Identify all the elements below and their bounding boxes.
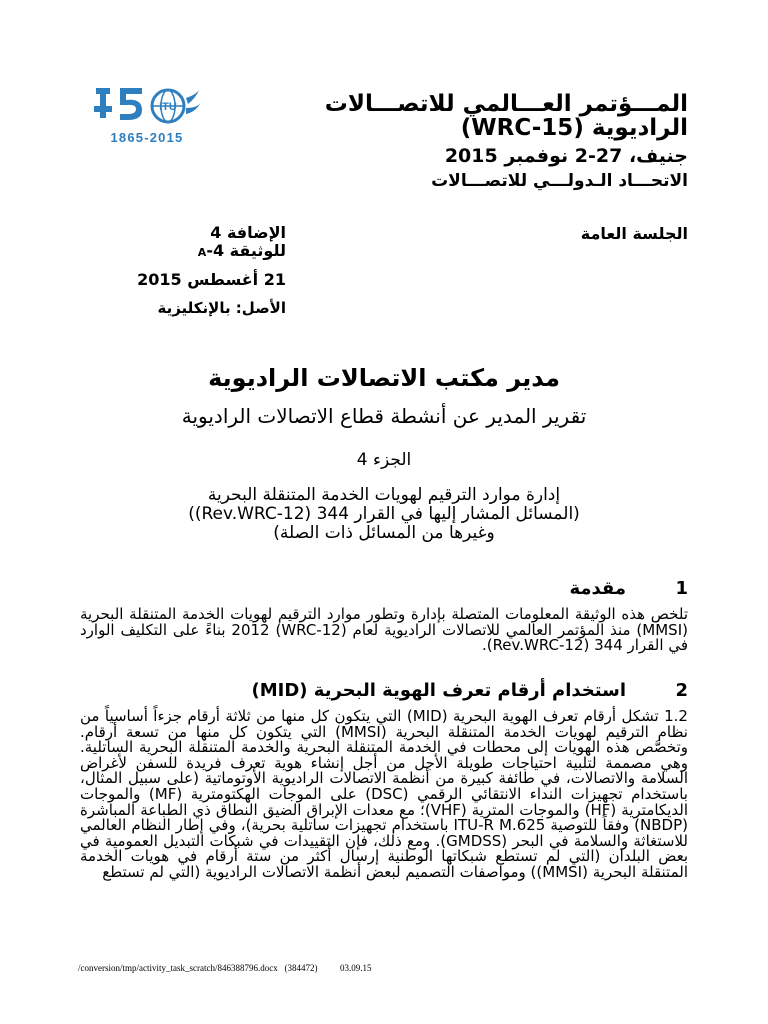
section-paragraph-2: 1.2 تشكل أرقام تعرف الهوية البحرية (MID) التي يتكون كل منها من ثلاثة أرقام جزءاً أساسياً من نظام الترقيم لهويات الخدمة المتنقلة البحرية (MMSI) التي يتكون كل منها من تسعة أرقام. وتخصَّص هذه الهويات إلى محطات في الخدمة المتنقلة البحرية والخدمة المتنقلة البحرية الساتلية. وهي مصممة لتلبية احتياجات طويلة الأجل من أجل إنشاء هوية تعرف فريدة للسفن لأغراض السلامة والاتصالات، في طائفة كبيرة من أنظمة الاتصالات الراديوية الأوتوماتية (على سبيل المثال، باستخدام تجهيزات النداء الانتقائي الرقمي (DSC) على الموجات الهكتومترية (MF) والموجات الديكامترية (HF) والموجات المترية (VHF)؛ مع معدات الإبراق الضيق النطاق ذي الطباعة المباشرة (NBDP) وفقاً للتوصية ITU-R M.625 باستخدام تجهيزات ساتلية بحرية)، وفي إطار النظام العالمي للاستغاثة والسلامة في البحر (GMDSS). ومع ذلك، فإن التقييدات في شبكات التبديل العمومية في بعض البلدان (التي لم تستطع شبكاتها الوطنية إرسال أكثر من ستة أرقام في هويات الخدمة المتنقلة البحرية (MMSI)) ومواصفات التصميم لبعض أنظمة الاتصالات الراديوية (التي لم تستطع bbox=[80, 707, 688, 881]
page-footer bbox=[78, 963, 371, 973]
plenary-label: الجلسة العامة bbox=[580, 224, 688, 243]
document-date: 21 أغسطس 2015 bbox=[137, 270, 286, 289]
topic-line-3: وغيرها من المسائل ذات الصلة) bbox=[273, 523, 495, 543]
footer-id: (384472) bbox=[284, 963, 318, 973]
logo-itu-text: ITU bbox=[159, 101, 177, 113]
section-heading-1 bbox=[80, 578, 688, 599]
section-number-2: 2 bbox=[675, 680, 688, 701]
document-number-suffix: A bbox=[197, 246, 207, 259]
document-original-language: الأصل: بالإنكليزية bbox=[157, 299, 286, 317]
section-title-2: استخدام أرقام تعرف الهوية البحرية (MID) bbox=[251, 680, 626, 701]
addendum-label: الإضافة 4 bbox=[210, 223, 286, 242]
topic-line-2: (المسائل المشار إليها في القرار 344 (Rev.WRC-12)) bbox=[188, 504, 580, 524]
section-paragraph-1: تلخص هذه الوثيقة المعلومات المتصلة بإدارة وتطور موارد الترقيم لهويات الخدمة المتنقلة البحرية (MMSI) منذ المؤتمر العالمي للاتصالات الراديوية لعام (WRC-12) 2012 بناءً على التكليف الوارد في القرار 344 (Rev.WRC-12). bbox=[80, 605, 688, 655]
conference-title: المـــؤتمر العـــالمي للاتصـــالات الراديوية (WRC-15) bbox=[324, 91, 688, 141]
topic-line-1: إدارة موارد الترقيم لهويات الخدمة المتنقلة البحرية bbox=[207, 485, 561, 505]
document-number bbox=[96, 242, 286, 262]
part-label: الجزء 4 bbox=[356, 450, 412, 470]
itu-logo-icon bbox=[90, 84, 202, 130]
itu-150-logo bbox=[90, 84, 202, 152]
document-meta bbox=[96, 224, 286, 318]
footer-path: /conversion/tmp/activity_task_scratch/846388796.docx bbox=[78, 963, 278, 973]
conference-header bbox=[268, 92, 688, 192]
section-title-1: مقدمة bbox=[569, 578, 626, 599]
logo-years: 1865-2015 bbox=[110, 130, 184, 145]
conference-union: الاتحـــاد الـدولـــي للاتصـــالات bbox=[431, 171, 688, 191]
sub-title: تقرير المدير عن أنشطة قطاع الاتصالات الراديوية bbox=[181, 404, 587, 428]
topic-title bbox=[80, 486, 688, 543]
document-number-prefix: للوثيقة 4- bbox=[206, 241, 286, 260]
footer-date: 03.09.15 bbox=[339, 963, 372, 973]
section-number-1: 1 bbox=[675, 578, 688, 599]
section-heading-2 bbox=[80, 680, 688, 701]
main-title: مدير مكتب الاتصالات الراديوية bbox=[208, 364, 560, 392]
conference-dates: جنيف، 27-2 نوفمبر 2015 bbox=[444, 145, 688, 167]
